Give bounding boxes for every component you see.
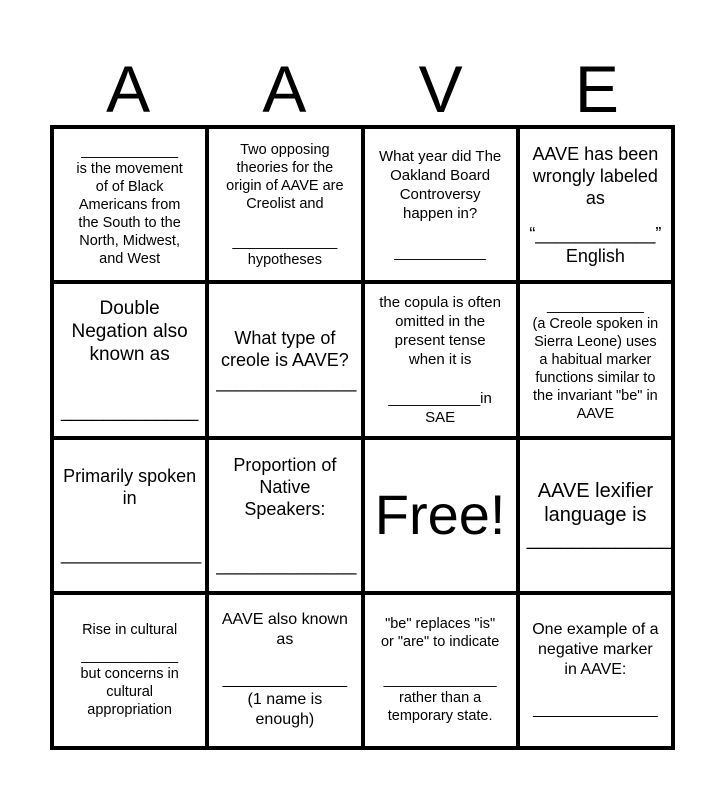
cell-text-line: _____________ [526, 528, 671, 551]
bingo-cell-3[interactable] [365, 129, 516, 280]
cell-text-line: the copula is often [379, 293, 501, 311]
cell-text-line: as [585, 187, 605, 208]
bingo-cell-9[interactable] [54, 440, 205, 591]
cell-text-line: the invariant "be" in [532, 387, 658, 404]
cell-text-line: Creolist and [246, 195, 324, 212]
cell-text-line: rather than a [399, 690, 482, 707]
cell-text-line: a habitual marker [539, 351, 652, 368]
cell-text-line: but concerns in [80, 666, 179, 683]
bingo-cell-2[interactable] [209, 129, 360, 280]
cell-text-line: as [276, 631, 294, 649]
bingo-cell-13[interactable] [54, 595, 205, 746]
cell-text-line: What type of [234, 327, 336, 348]
cell-text-line: (1 name is [247, 691, 323, 709]
cell-text-line: AAVE has been [532, 143, 659, 164]
cell-text-line: Oakland Board [390, 167, 491, 185]
cell-text-line: _____________ [232, 233, 338, 250]
bingo-board [50, 125, 675, 750]
cell-text-line: cultural [106, 684, 153, 701]
cell-text-line: Native [259, 477, 311, 498]
cell-text-line: of of Black [95, 178, 164, 195]
cell-text-line: the South to the [78, 214, 181, 231]
cell-text-line: ____________ [81, 142, 179, 159]
bingo-cell-1[interactable] [54, 129, 205, 280]
cell-text-line: in AAVE: [564, 661, 627, 679]
cell-text-line: What year did The [378, 148, 502, 166]
header-letter-1: A [106, 51, 151, 126]
cell-text-line: happen in? [403, 205, 478, 223]
bingo-cell-5[interactable] [54, 284, 205, 435]
cell-text-line: One example of a [532, 621, 659, 639]
cell-text-line: temporary state. [387, 708, 493, 725]
cell-text-line: negative marker [538, 641, 653, 659]
cell-text-line: Primarily spoken [63, 466, 197, 487]
bingo-cell-8[interactable] [520, 284, 671, 435]
cell-text-line: ____________ [81, 648, 179, 665]
cell-text-line: Americans from [78, 196, 181, 213]
cell-text-line: when it is [408, 350, 472, 368]
cell-text-line: “____________” [529, 223, 662, 244]
free-space-cell[interactable] [365, 440, 516, 591]
cell-text-line: English [565, 245, 625, 266]
cell-text-line: appropriation [87, 702, 172, 719]
cell-text-line: hypotheses [247, 251, 322, 268]
cell-text-line: Proportion of [233, 455, 337, 476]
header-letter-3: V [418, 51, 463, 126]
header-letter-2: A [262, 51, 307, 126]
cell-text-line: or "are" to indicate [380, 634, 500, 651]
cell-text-line: Sierra Leone) uses [534, 333, 657, 350]
cell-text-line: Negation also [71, 320, 188, 342]
cell-text-line: and West [99, 250, 161, 267]
cell-text-line: ______________ [383, 672, 497, 689]
cell-text-line: omitted in the [395, 312, 486, 330]
cell-text-line: "be" replaces "is" [385, 616, 496, 633]
cell-text-line: in [122, 488, 137, 509]
cell-text-line: functions similar to [535, 369, 656, 386]
cell-text-line: present tense [394, 331, 486, 349]
cell-text-line: known as [89, 343, 170, 365]
cell-text-line: AAVE lexifier [537, 480, 653, 503]
cell-text-line: Two opposing [240, 141, 330, 158]
cell-text-line: theories for the [236, 159, 334, 176]
cell-text-line: AAVE [576, 405, 615, 422]
bingo-cell-6[interactable] [209, 284, 360, 435]
bingo-cell-7[interactable] [365, 284, 516, 435]
free-space-label: Free! [374, 483, 506, 547]
bingo-header [50, 50, 675, 125]
cell-text-line: wrongly labeled [532, 165, 658, 186]
cell-text-line: ___________in [388, 389, 492, 407]
cell-text-line: ______________ [222, 671, 348, 689]
cell-text-line: Controversy [399, 186, 481, 204]
header-letter-4: E [574, 51, 619, 126]
cell-text-line: ______________ [533, 701, 658, 719]
cell-text-line: Rise in cultural [82, 622, 178, 639]
cell-text-line: origin of AAVE are [226, 177, 344, 194]
cell-text-line: SAE [425, 408, 456, 426]
cell-text-line: language is [544, 504, 647, 527]
cell-text-line: Double [99, 297, 160, 319]
bingo-cell-10[interactable] [209, 440, 360, 591]
cell-text-line: North, Midwest, [79, 232, 180, 249]
cell-text-line: ____________ [546, 297, 644, 314]
cell-text-line: Speakers: [244, 499, 326, 520]
bingo-cell-15[interactable] [365, 595, 516, 746]
cell-text-line: _____________ [61, 400, 199, 422]
bingo-cell-14[interactable] [209, 595, 360, 746]
cell-text-line: ______________ [61, 544, 202, 565]
bingo-cell-4[interactable] [520, 129, 671, 280]
bingo-cell-16[interactable] [520, 595, 671, 746]
cell-text-line: ______________ [216, 371, 357, 392]
cell-text-line: ___________ [394, 244, 486, 262]
bingo-cell-12[interactable] [520, 440, 671, 591]
cell-text-line: creole is AAVE? [221, 349, 349, 370]
cell-text-line: ______________ [216, 555, 357, 576]
cell-text-line: AAVE also known [221, 611, 348, 629]
cell-text-line: enough) [255, 711, 315, 729]
cell-text-line: (a Creole spoken in [532, 315, 659, 332]
cell-text-line: is the movement [76, 160, 183, 177]
